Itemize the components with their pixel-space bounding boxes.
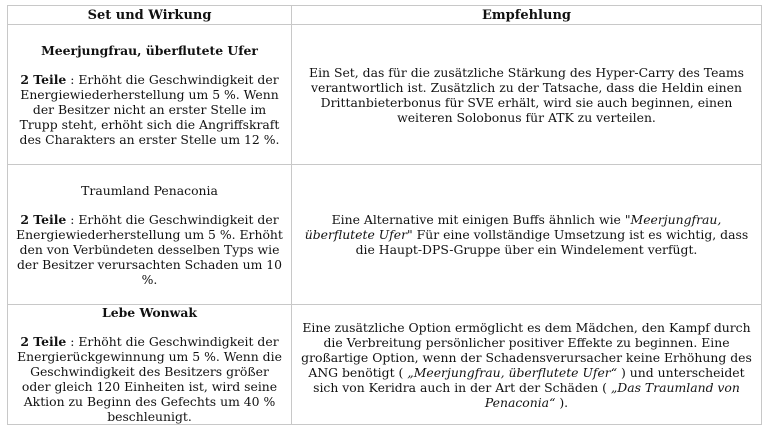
recommendation-cell: [292, 165, 762, 305]
set-cell: [8, 165, 292, 305]
recommendation-italic: „Meerjungfrau, überflutete Ufer“: [407, 364, 618, 380]
set-cell: [8, 305, 292, 425]
effect-text: : Erhöht die Geschwindigkeit der Energiewiederherstellung um 5 %. Erhöht den von Verbündeten desselben Typs wie der Besitzer verursachten Schaden um 10 %.: [16, 211, 283, 287]
effect-label: 2 Teile: [20, 334, 67, 349]
set-name: Lebe Wonwak: [102, 305, 197, 320]
effect-label: 2 Teile: [20, 71, 67, 87]
header-recommendation: Empfehlung: [292, 6, 762, 25]
recommendation-part: Eine Alternative mit einigen Buffs ähnlich wie: [331, 212, 625, 227]
set-effect: [14, 72, 285, 147]
recommendation-part: Eine zusätzliche Option ermöglicht es dem Mädchen, den Kampf durch die Verbreitung persönlicher positiver Effekte zu beginnen. Eine großartige Option, wenn der Schadensverursacher keine Erhöhung des ANG benötigt (: [301, 319, 752, 380]
set-cell: [8, 25, 292, 165]
recommendation-cell: [292, 25, 762, 165]
table-row: [8, 165, 762, 305]
recommendation-part: ) und unterscheidet sich von Keridra auch in der Art der Schäden (: [313, 364, 745, 395]
recommendation-cell: [292, 305, 762, 425]
recommendation-text: [298, 320, 755, 410]
table-row: [8, 305, 762, 425]
recommendation-part: ).: [555, 394, 569, 410]
set-table: [7, 5, 762, 425]
effect-label: 2 Teile: [20, 211, 67, 227]
recommendation-part: Für eine vollständige Umsetzung ist es wichtig, dass die Haupt-DPS-Gruppe über ein Windelement verfügt.: [355, 227, 749, 257]
set-effect: [14, 212, 285, 287]
effect-text: : Erhöht die Geschwindigkeit der Energierückgewinnung um 5 %. Wenn die Geschwindigkeit des Besitzers größer oder gleich 120 Einheiten ist, wird seine Aktion zu Beginn des Gefechts um 40 % beschleunigt.: [17, 334, 282, 424]
recommendation-text: Ein Set, das für die zusätzliche Stärkung des Hyper-Carry des Teams verantwortlich ist. Zusätzlich zu der Tatsache, dass die Heldin einen Drittanbieterbonus für SVE erhält, wird sie auch beginnen, einen weiteren Solobonus für ATK zu verteilen.: [309, 64, 744, 125]
set-name: Meerjungfrau, überflutete Ufer: [41, 42, 258, 58]
header-row: [8, 6, 762, 25]
table-row: [8, 25, 762, 165]
recommendation-italic: "Meerjungfrau, überflutete Ufer": [304, 212, 722, 242]
effect-text: : Erhöht die Geschwindigkeit der Energiewiederherstellung um 5 %. Wenn der Besitzer nicht an erster Stelle im Trupp steht, erhöht sich die Angriffskraft des Charakters an erster Stelle um 12 %.: [19, 71, 280, 147]
set-name: Traumland Penaconia: [81, 182, 218, 198]
recommendation-italic: „Das Traumland von Penaconia“: [484, 379, 740, 410]
header-set-effect: Set und Wirkung: [8, 6, 292, 25]
recommendation-text: [298, 212, 755, 257]
